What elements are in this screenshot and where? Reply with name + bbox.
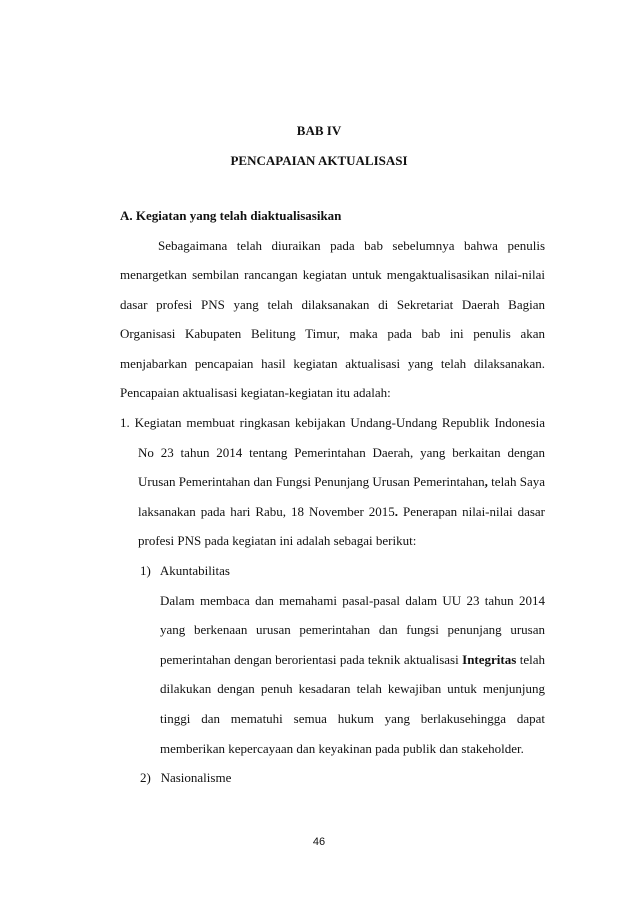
sub-item-line [160, 652, 545, 668]
list-item-line: No 23 tahun 2014 tentang Pemerintahan Daerah, yang berkaitan dengan [138, 445, 545, 460]
line-tail: telah Saya [487, 474, 545, 489]
paragraph-line: menargetkan sembilan rancangan kegiatan untuk mengaktualisasikan nilai-nilai [120, 267, 545, 282]
paragraph-line: menjabarkan pencapaian hasil kegiatan aktualisasi yang telah dilaksanakan. [120, 356, 545, 371]
list-item-line [138, 474, 545, 490]
paragraph-line: dasar profesi PNS yang telah dilaksanakan di Sekretariat Daerah Bagian [120, 297, 545, 312]
sub-item-line: dilakukan dengan penuh kesadaran telah kewajiban untuk menjunjung [160, 681, 545, 696]
chapter-number: BAB IV [296, 123, 342, 138]
sub-item-line: tinggi dan mematuhi semua hukum yang berlakusehingga dapat [160, 711, 545, 726]
paragraph-line: Pencapaian aktualisasi kegiatan-kegiatan itu adalah: [120, 385, 391, 400]
line-period: . [394, 504, 399, 519]
line-tail: telah [516, 652, 546, 667]
page-number: 46 [312, 836, 326, 848]
emphasis-text: Integritas [462, 652, 517, 667]
line-text: pemerintahan dengan berorientasi pada teknik aktualisasi [160, 652, 463, 667]
line-comma: , [484, 474, 488, 489]
sub-item-line: Dalam membaca dan memahami pasal-pasal dalam UU 23 tahun 2014 [160, 593, 545, 608]
section-a-heading: A. Kegiatan yang telah diaktualisasikan [120, 208, 342, 223]
paragraph-line: Sebagaimana telah diuraikan pada bab sebelumnya bahwa penulis [158, 238, 545, 253]
list-item-line [138, 504, 545, 520]
sub-item-title: 2) Nasionalisme [140, 770, 232, 785]
list-item-line: profesi PNS pada kegiatan ini adalah sebagai berikut: [138, 533, 417, 548]
line-text: Urusan Pemerintahan dan Fungsi Penunjang Urusan Pemerintahan [138, 474, 485, 489]
sub-item-line: memberikan kepercayaan dan keyakinan pada publik dan stakeholder. [160, 741, 524, 756]
sub-item-line: yang berkenaan urusan pemerintahan dan fungsi penunjang urusan [160, 622, 545, 637]
sub-item-title: 1) Akuntabilitas [140, 563, 230, 578]
chapter-title: PENCAPAIAN AKTUALISASI [230, 153, 408, 168]
line-text: laksanakan pada hari Rabu, 18 November 2015 [138, 504, 395, 519]
paragraph-line: Organisasi Kabupaten Belitung Timur, maka pada bab ini penulis akan [120, 326, 545, 341]
line-tail: Penerapan nilai-nilai dasar [398, 504, 545, 519]
list-item-line: 1. Kegiatan membuat ringkasan kebijakan Undang-Undang Republik Indonesia [120, 415, 545, 430]
